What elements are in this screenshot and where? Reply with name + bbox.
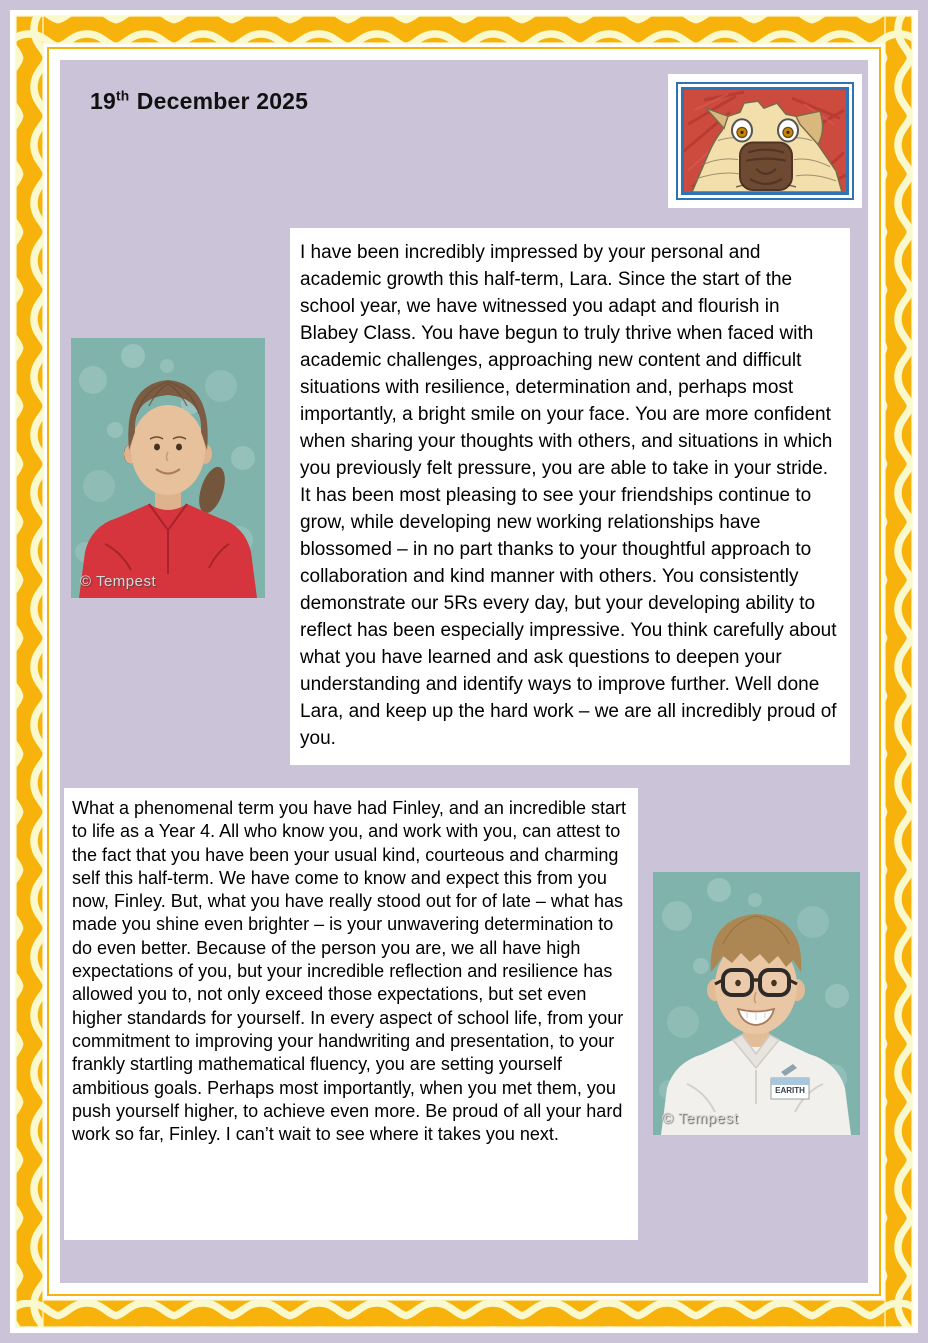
report-box-lara [290,228,850,765]
drawing-frame-outer-line [676,82,854,200]
date-ordinal: th [115,88,130,104]
report-text-finley: What a phenomenal term you have had Finley, and an incredible start to life as a Year 4. All who know you, and work with you, can attest to the fact that you have been your usual kind, courteous and charming self this half-term. We have come to know and expect this from you now, Finley. But, what you have really stood out for of late – what has made you shine even brighter – is your unwavering determination to do even better. Because of the person you are, we all have high expectations of you, but your incredible reflection and resilience has allowed you to, not only exceed those expectations, but set even higher standards for yourself. In every aspect of school life, from your commitment to improving your handwriting and presentation, to your frankly startling mathematical fluency, you are setting yourself ambitious goals. Perhaps most importantly, when you met them, you push yourself higher, to achieve even more. Be proud of all your hard work so far, Finley. I can’t wait to see where it takes you next. [72,798,626,1145]
drawing-frame [668,74,862,208]
date-rest: December 2025 [136,88,309,114]
date-day: 19 [90,88,116,114]
report-box-finley [64,788,638,1240]
drawing-frame-inner-line [681,87,849,195]
pupil-photo-finley-image [653,872,860,1135]
report-text-lara: I have been incredibly impressed by your personal and academic growth this half-term, Lara. Since the start of the school year, we have witnessed you adapt and flourish in Blabey Class. You have begun to truly thrive when faced with academic challenges, approaching new content and difficult situations with resilience, determination and, perhaps most importantly, a bright smile on your face. You are more confident when sharing your thoughts with others, and situations in which you previously felt pressure, you are able to take in your stride. It has been most pleasing to see your friendships continue to grow, while developing new working relationships have blossomed – in no part thanks to your thoughtful approach to collaboration and kind manner with others. You consistently demonstrate our 5Rs every day, but your developing ability to reflect has been especially impressive. You think carefully about what you have learned and ask questions to deepen your understanding and identify ways to improve further. Well done Lara, and keep up the hard work – we are all incredibly proud of you. [300,242,837,749]
date-heading [90,88,308,115]
pupil-photo-lara [71,338,265,598]
badge-text: EARITH [775,1086,805,1095]
pupil-photo-finley [653,872,860,1135]
photo-watermark: © Tempest [662,1110,739,1127]
child-drawing-dog-image [684,90,846,192]
photo-watermark: © Tempest [80,573,157,590]
pupil-photo-lara-image [71,338,265,598]
